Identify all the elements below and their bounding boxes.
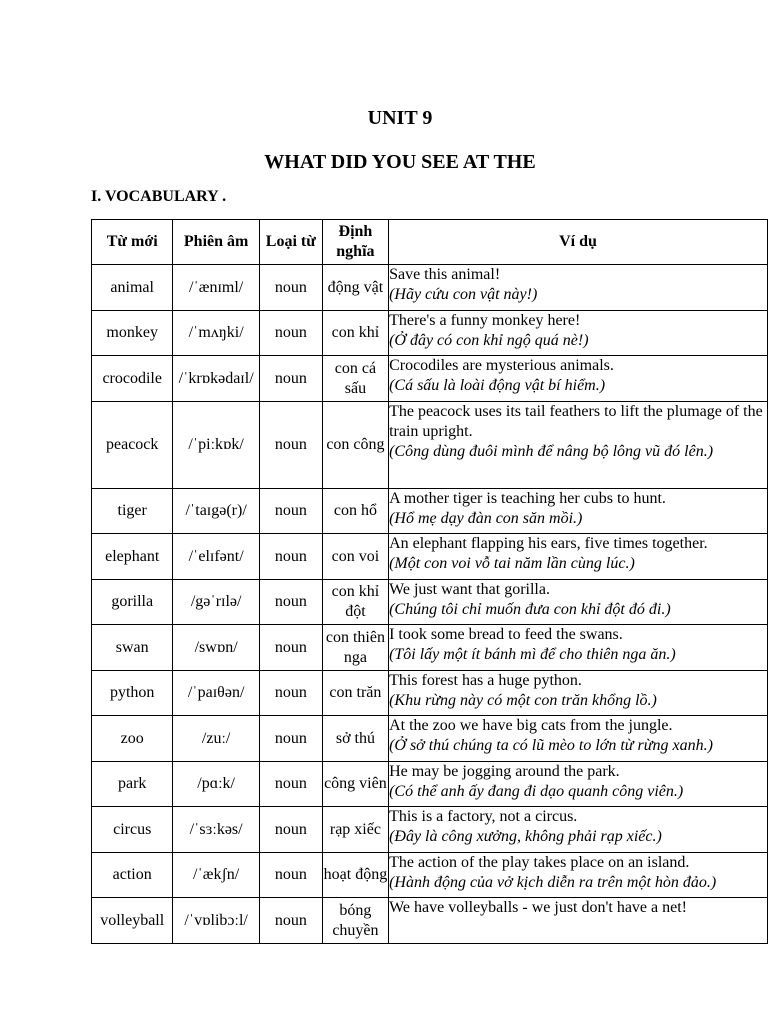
table-row	[92, 807, 768, 853]
pos-cell: noun	[259, 311, 322, 356]
example-vietnamese: (Hành động của vở kịch diễn ra trên một hòn đảo.)	[389, 874, 717, 891]
meaning-cell: rạp xiếc	[322, 807, 388, 853]
example-english: The peacock uses its tail feathers to lift the plumage of the train upright.	[389, 403, 763, 440]
example-cell	[389, 762, 768, 807]
pos-cell: noun	[259, 356, 322, 402]
example-cell	[389, 311, 768, 356]
table-row	[92, 898, 768, 944]
example-vietnamese: (Hổ mẹ dạy đàn con săn mồi.)	[389, 510, 583, 527]
pos-cell: noun	[259, 807, 322, 853]
column-header-word: Từ mới	[92, 220, 173, 265]
table-row	[92, 580, 768, 625]
word-cell: action	[92, 853, 173, 898]
meaning-cell: con khỉ	[322, 311, 388, 356]
pos-cell: noun	[259, 625, 322, 671]
pos-cell: noun	[259, 762, 322, 807]
example-cell	[389, 534, 768, 580]
meaning-cell: con cá sấu	[322, 356, 388, 402]
ipa-cell: /pɑːk/	[173, 762, 259, 807]
example-cell	[389, 402, 768, 489]
pos-cell: noun	[259, 534, 322, 580]
meaning-cell: con trăn	[322, 671, 388, 716]
meaning-cell: công viên	[322, 762, 388, 807]
column-header-example: Ví dụ	[389, 220, 768, 265]
word-cell: park	[92, 762, 173, 807]
meaning-cell: động vật	[322, 265, 388, 311]
table-row	[92, 356, 768, 402]
example-cell	[389, 807, 768, 853]
table-row	[92, 762, 768, 807]
word-cell: elephant	[92, 534, 173, 580]
pos-cell: noun	[259, 898, 322, 944]
meaning-cell: con khỉ đột	[322, 580, 388, 625]
example-vietnamese: (Tôi lấy một ít bánh mì để cho thiên nga ăn.)	[389, 646, 676, 663]
pos-cell: noun	[259, 716, 322, 762]
example-english: Save this animal!	[389, 266, 501, 283]
word-cell: swan	[92, 625, 173, 671]
ipa-cell: /ˈelɪfənt/	[173, 534, 259, 580]
ipa-cell: /gəˈrɪlə/	[173, 580, 259, 625]
table-row	[92, 671, 768, 716]
table-row	[92, 625, 768, 671]
word-cell: volleyball	[92, 898, 173, 944]
ipa-cell: /ˈækʃn/	[173, 853, 259, 898]
example-vietnamese: (Một con voi vỗ tai năm lần cùng lúc.)	[389, 555, 635, 572]
ipa-cell: /ˈpiːkɒk/	[173, 402, 259, 489]
example-vietnamese: (Có thể anh ấy đang đi dạo quanh công viên.)	[389, 783, 684, 800]
section-heading: I. VOCABULARY .	[91, 188, 227, 205]
column-header-pos: Loại từ	[259, 220, 322, 265]
meaning-cell: con công	[322, 402, 388, 489]
example-cell	[389, 265, 768, 311]
example-cell	[389, 898, 768, 944]
ipa-cell: /ˈtaɪgə(r)/	[173, 489, 259, 534]
table-row	[92, 853, 768, 898]
column-header-meaning: Định nghĩa	[322, 220, 388, 265]
example-english: We just want that gorilla.	[389, 581, 550, 598]
example-english: This forest has a huge python.	[389, 672, 582, 689]
meaning-cell: con hổ	[322, 489, 388, 534]
word-cell: zoo	[92, 716, 173, 762]
example-english: A mother tiger is teaching her cubs to hunt.	[389, 490, 666, 507]
example-vietnamese: (Chúng tôi chỉ muốn đưa con khỉ đột đó đi.)	[389, 601, 671, 618]
ipa-cell: /swɒn/	[173, 625, 259, 671]
table-row	[92, 311, 768, 356]
table-body	[92, 265, 768, 944]
pos-cell: noun	[259, 489, 322, 534]
example-english: We have volleyballs - we just don't have a net!	[389, 899, 688, 916]
pos-cell: noun	[259, 265, 322, 311]
example-vietnamese: (Đây là công xưởng, không phải rạp xiếc.)	[389, 828, 662, 845]
example-vietnamese: (Ở đây có con khỉ ngộ quá nè!)	[389, 332, 589, 349]
meaning-cell: bóng chuyền	[322, 898, 388, 944]
example-cell	[389, 716, 768, 762]
word-cell: gorilla	[92, 580, 173, 625]
word-cell: crocodile	[92, 356, 173, 402]
table-row	[92, 534, 768, 580]
ipa-cell: /ˈpaɪθən/	[173, 671, 259, 716]
vocabulary-table	[91, 219, 768, 944]
word-cell: python	[92, 671, 173, 716]
example-vietnamese: (Công dùng đuôi mình để nâng bộ lông vũ đó lên.)	[389, 443, 714, 460]
pos-cell: noun	[259, 402, 322, 489]
example-cell	[389, 671, 768, 716]
ipa-cell: /ˈkrɒkədaɪl/	[173, 356, 259, 402]
meaning-cell: con voi	[322, 534, 388, 580]
word-cell: monkey	[92, 311, 173, 356]
unit-title: UNIT 9	[367, 107, 433, 129]
ipa-cell: /ˈmʌŋki/	[173, 311, 259, 356]
table-row	[92, 402, 768, 489]
column-header-ipa: Phiên âm	[173, 220, 259, 265]
table-row	[92, 716, 768, 762]
ipa-cell: /ˈsɜːkəs/	[173, 807, 259, 853]
example-english: This is a factory, not a circus.	[389, 808, 578, 825]
table-header-row	[92, 220, 768, 265]
example-cell	[389, 356, 768, 402]
example-vietnamese: (Ở sở thú chúng ta có lũ mèo to lớn từ rừng xanh.)	[389, 737, 713, 754]
example-english: Crocodiles are mysterious animals.	[389, 357, 614, 374]
example-vietnamese: (Khu rừng này có một con trăn khổng lồ.)	[389, 692, 657, 709]
lesson-title: WHAT DID YOU SEE AT THE	[264, 151, 536, 173]
pos-cell: noun	[259, 853, 322, 898]
pos-cell: noun	[259, 580, 322, 625]
example-cell	[389, 625, 768, 671]
example-vietnamese: (Hãy cứu con vật này!)	[389, 286, 538, 303]
example-english: The action of the play takes place on an island.	[389, 854, 690, 871]
word-cell: peacock	[92, 402, 173, 489]
ipa-cell: /ˈænɪml/	[173, 265, 259, 311]
table-row	[92, 489, 768, 534]
word-cell: animal	[92, 265, 173, 311]
word-cell: tiger	[92, 489, 173, 534]
example-cell	[389, 489, 768, 534]
example-cell	[389, 853, 768, 898]
example-english: At the zoo we have big cats from the jungle.	[389, 717, 673, 734]
example-cell	[389, 580, 768, 625]
example-vietnamese: (Cá sấu là loài động vật bí hiểm.)	[389, 377, 606, 394]
word-cell: circus	[92, 807, 173, 853]
ipa-cell: /zuː/	[173, 716, 259, 762]
meaning-cell: hoạt động	[322, 853, 388, 898]
example-english: An elephant flapping his ears, five times together.	[389, 535, 708, 552]
meaning-cell: sở thú	[322, 716, 388, 762]
pos-cell: noun	[259, 671, 322, 716]
example-english: I took some bread to feed the swans.	[389, 626, 623, 643]
ipa-cell: /ˈvɒlibɔːl/	[173, 898, 259, 944]
table-row	[92, 265, 768, 311]
example-english: He may be jogging around the park.	[389, 763, 620, 780]
example-english: There's a funny monkey here!	[389, 312, 581, 329]
meaning-cell: con thiên nga	[322, 625, 388, 671]
